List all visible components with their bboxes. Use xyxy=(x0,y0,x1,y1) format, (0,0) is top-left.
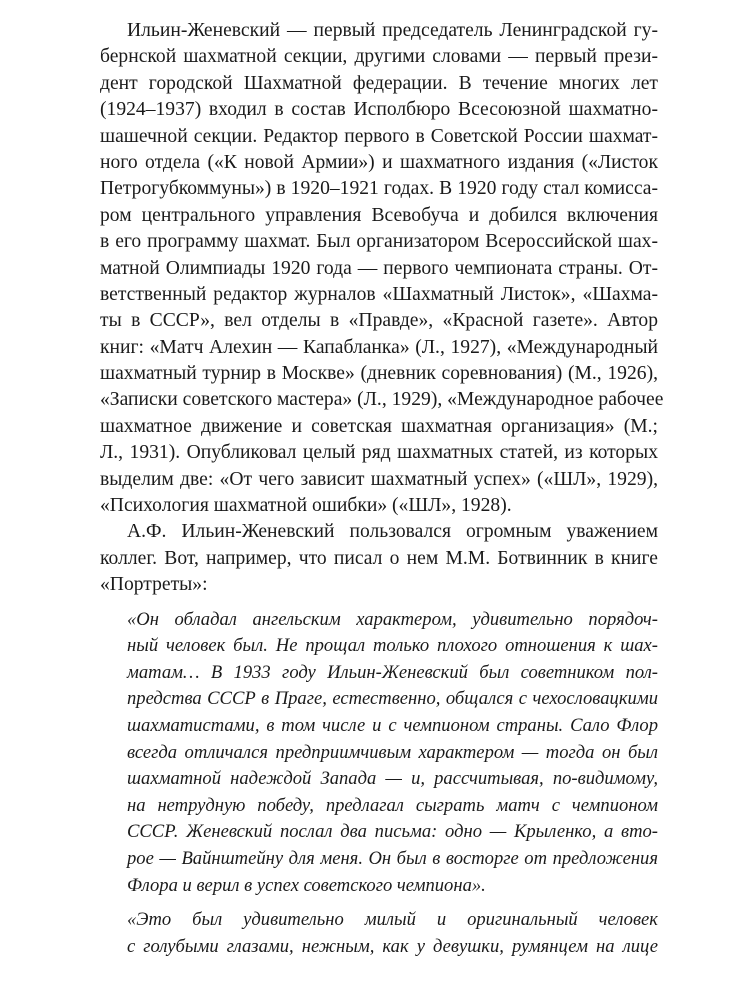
quote-line: СССР. Женевский послал два письма: одно — Крыленко, а вто- xyxy=(127,821,658,843)
quote-line: «Это был удивительно милый и оригинальный человек xyxy=(127,909,658,931)
quote-line: предства СССР в Праге, естественно, общался с чехословацкими xyxy=(127,688,658,710)
text-line: ром центрального управления Всевобуча и добился включения xyxy=(100,204,658,226)
text-line: коллег. Вот, например, что писал о нем М.М. Ботвинник в книге xyxy=(100,547,658,569)
text-line: ного отдела («К новой Армии») и шахматного издания («Листок xyxy=(100,151,658,173)
quote-line: матам… В 1933 году Ильин-Женевский был советником пол- xyxy=(127,661,658,683)
quote-line: «Он обладал ангельским характером, удивительно порядоч- xyxy=(127,608,658,630)
text-line: в его программу шахмат. Был организатором Всероссийской шах- xyxy=(100,231,658,253)
quote-line: шахматистами, в том числе и с чемпионом страны. Сало Флор xyxy=(127,714,658,736)
text-line: книг: «Матч Алехин — Капабланка» (Л., 1927), «Международный xyxy=(100,336,658,358)
paragraph-biography xyxy=(100,18,664,519)
text-line: Ильин-Женевский — первый председатель Ленинградской гу- xyxy=(127,20,658,41)
text-line: шахматный турнир в Москве» (дневник соревнования) (М., 1926), xyxy=(100,363,658,385)
quote-line: на нетрудную победу, предлагал сыграть матч с чемпионом xyxy=(127,794,658,816)
text-line: выделим две: «От чего зависит шахматный успех» («ШЛ», 1929), xyxy=(100,468,658,490)
text-line: шахматное движение и советская шахматная организация» (М.; xyxy=(100,415,658,437)
text-line: (1924–1937) входил в состав Исполбюро Всесоюзной шахматно- xyxy=(100,99,658,121)
text-line: Л., 1931). Опубликовал целый ряд шахматных статей, из которых xyxy=(100,442,658,464)
document-page xyxy=(100,18,664,960)
quote-line: рое — Вайнштейну для меня. Он был в восторге от предложения xyxy=(127,847,658,869)
text-line: ветственный редактор журналов «Шахматный Листок», «Шахма- xyxy=(100,283,658,305)
quote-line: всегда отличался предприимчивым характером — тогда он был xyxy=(127,741,658,763)
text-line: А.Ф. Ильин-Женевский пользовался огромным уважением xyxy=(127,521,658,543)
quote-block-1 xyxy=(127,607,658,900)
text-line: Петрогубкоммуны») в 1920–1921 годах. В 1920 году стал комисса- xyxy=(100,178,658,200)
text-line: шашечной секции. Редактор первого в Советской России шахмат- xyxy=(100,125,658,147)
quote-line: шахматной надеждой Запада — и, рассчитывая, по-видимому, xyxy=(127,768,658,790)
text-line: «Записки советского мастера» (Л., 1929), «Международное рабочее xyxy=(100,389,664,411)
quote-block-2 xyxy=(127,907,658,960)
quote-line: ный человек был. Не прощал только плохого отношения к шах- xyxy=(127,635,658,657)
text-line: «Психология шахматной ошибки» («ШЛ», 1928). xyxy=(100,495,512,517)
paragraph-intro xyxy=(100,519,658,598)
text-line: дент городской Шахматной федерации. В течение многих лет xyxy=(100,72,658,94)
quote-line: Флора и верил в успех советского чемпиона». xyxy=(127,874,486,896)
text-line: бернской шахматной секции, другими словами — первый прези- xyxy=(100,46,658,68)
text-line: матной Олимпиады 1920 года — первого чемпионата страны. От- xyxy=(100,257,658,279)
text-line: ты в СССР», вел отделы в «Правде», «Красной газете». Автор xyxy=(100,310,658,332)
quote-line: с голубыми глазами, нежным, как у девушки, румянцем на лице xyxy=(127,935,658,957)
text-line: «Портреты»: xyxy=(100,574,208,596)
